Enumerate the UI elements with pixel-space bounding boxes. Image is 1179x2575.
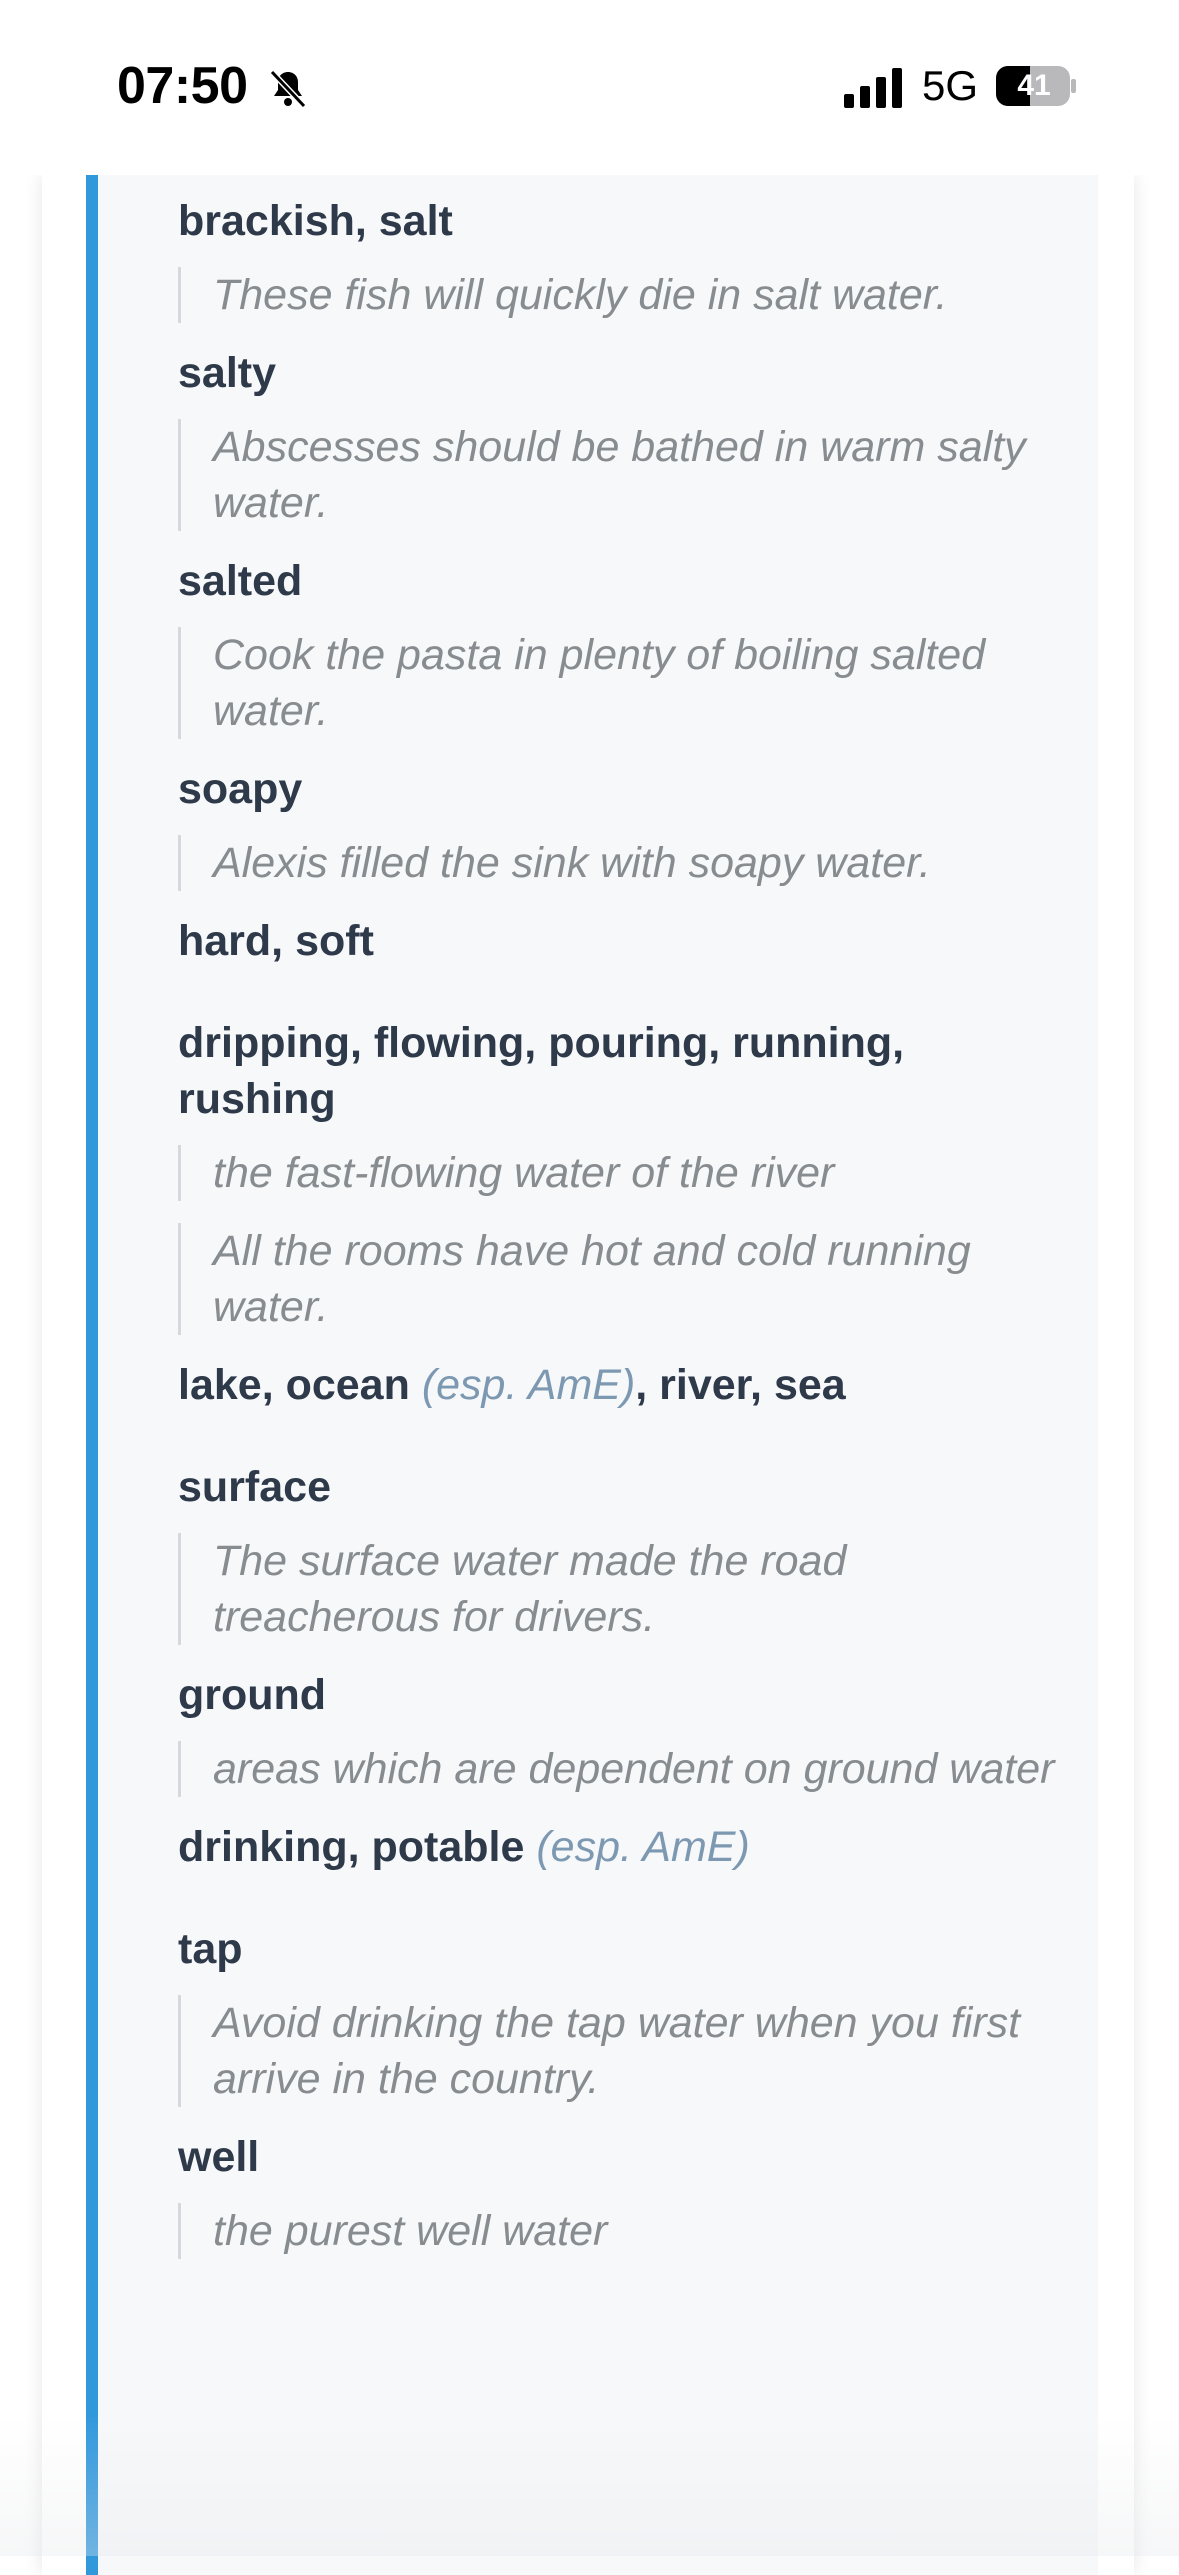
example-sentence: the purest well water [178,2203,1058,2259]
network-type: 5G [922,62,979,109]
collocate-label: salted [178,557,303,605]
collocate-label [178,1357,1058,1413]
collocate-label [178,1819,1058,1875]
collocate-label-part: drinking, potable [178,1823,525,1871]
collocate-label: soapy [178,765,303,813]
example-sentence: Cook the pasta in plenty of boiling salted water. [178,627,1058,739]
register-label: (esp. AmE) [536,1823,750,1871]
collocate-label-part: , river, sea [635,1361,846,1409]
status-time: 07:50 [117,57,248,115]
collocate-label: surface [178,1463,331,1511]
register-label: (esp. AmE) [421,1361,636,1409]
collocate-label: ground [178,1671,327,1719]
example-sentence: areas which are dependent on ground water [178,1741,1058,1797]
spacer [178,987,1058,1015]
example-sentence: These fish will quickly die in salt water. [178,267,1058,323]
spacer [178,1893,1058,1921]
example-sentence: Avoid drinking the tap water when you first arrive in the country. [178,1995,1058,2107]
battery-level: 41 [1017,69,1051,102]
collocation-block [86,175,1098,2575]
example-sentence: the fast-flowing water of the river [178,1145,1058,1201]
example-sentence: All the rooms have hot and cold running water. [178,1223,1058,1335]
collocate-label: dripping, flowing, pouring, running, rushing [178,1019,905,1123]
collocate-label: tap [178,1925,243,1973]
collocate-label: hard, soft [178,917,374,965]
collocate-label: well [178,2133,260,2181]
collocate-label: brackish, salt [178,197,453,245]
collocate-label: salty [178,349,277,397]
dictionary-card [42,175,1134,2575]
example-sentence: Abscesses should be bathed in warm salty water. [178,419,1058,531]
signal-icon [844,68,904,108]
collocation-list [178,193,1058,2281]
example-sentence: Alexis filled the sink with soapy water. [178,835,1058,891]
example-sentence: The surface water made the road treacherous for drivers. [178,1533,1058,1645]
collocate-label-part: lake, ocean [178,1361,410,1409]
bell-slash-icon [266,66,310,110]
status-bar [0,0,1179,175]
spacer [178,1431,1058,1459]
